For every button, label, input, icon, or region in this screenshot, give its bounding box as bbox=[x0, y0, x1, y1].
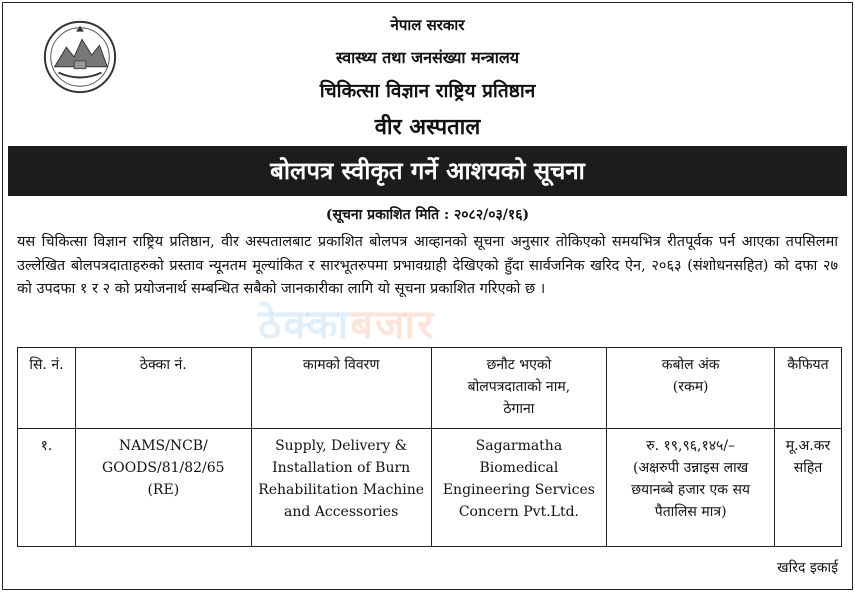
watermark bbox=[258, 295, 435, 350]
cell-work: Supply, Delivery & Installation of Burn Rehabilitation Machine and Accessories bbox=[251, 429, 431, 547]
institute-name: चिकित्सा विज्ञान राष्ट्रिय प्रतिष्ठान bbox=[319, 80, 536, 102]
cell-remarks: मू.अ.कर सहित bbox=[775, 429, 842, 547]
cell-bidder: Sagarmatha Biomedical Engineering Services Concern Pvt.Ltd. bbox=[431, 429, 607, 547]
cell-amount: रु. १९,९६,१४५/– (अक्षरुपी उन्नाइस लाख छयानब्बे हजार एक सय पैतालिस मात्र) bbox=[607, 429, 775, 547]
publication-date: (सूचना प्रकाशित मिति : २०८२/०३/१६) bbox=[325, 207, 530, 223]
notice-title: बोलपत्र स्वीकृत गर्ने आशयको सूचना bbox=[8, 146, 847, 196]
gov-name: नेपाल सरकार bbox=[390, 16, 465, 34]
hospital-name: वीर अस्पताल bbox=[374, 114, 481, 140]
col-work: कामको विवरण bbox=[251, 348, 431, 429]
cell-sn: १. bbox=[18, 429, 76, 547]
col-amount: कबोल अंक (रकम) bbox=[607, 348, 775, 429]
col-contract: ठेक्का नं. bbox=[75, 348, 251, 429]
award-table bbox=[17, 347, 842, 547]
watermark-part1: ठेक्का bbox=[258, 302, 351, 348]
col-bidder: छनौट भएको बोलपत्रदाताको नाम, ठेगाना bbox=[431, 348, 607, 429]
watermark-part2: बजार bbox=[350, 302, 436, 348]
col-remarks: कैफियत bbox=[775, 348, 842, 429]
notice-page bbox=[2, 2, 853, 590]
signature: खरिद इकाई bbox=[777, 560, 838, 576]
ministry-name: स्वास्थ्य तथा जनसंख्या मन्त्रालय bbox=[335, 48, 520, 67]
col-sn: सि. नं. bbox=[18, 348, 76, 429]
table-header-row bbox=[18, 348, 842, 429]
table-row bbox=[18, 429, 842, 547]
cell-contract: NAMS/NCB/ GOODS/81/82/65 (RE) bbox=[75, 429, 251, 547]
notice-body: यस चिकित्सा विज्ञान राष्ट्रिय प्रतिष्ठान, वीर अस्पतालबाट प्रकाशित बोलपत्र आव्हानको सूचना अनुसार तोकिएको समयभित्र रीतपूर्वक पर्न आएका तपसिलमा उल्लेखित बोलपत्रदाताहरुको प्रस्ताव न्यूनतम मूल्यांकित र सारभूतरुपमा प्रभावग्राही देखिएको हुँदा सार्वजनिक खरिद ऐन, २०६३ (संशोधनसहित) को दफा २७ को उपदफा १ र २ को प्रयोजनार्थ सम्बन्धित सबैको जानकारीका लागि यो सूचना प्रकाशित गरिएको छ । bbox=[17, 234, 838, 297]
